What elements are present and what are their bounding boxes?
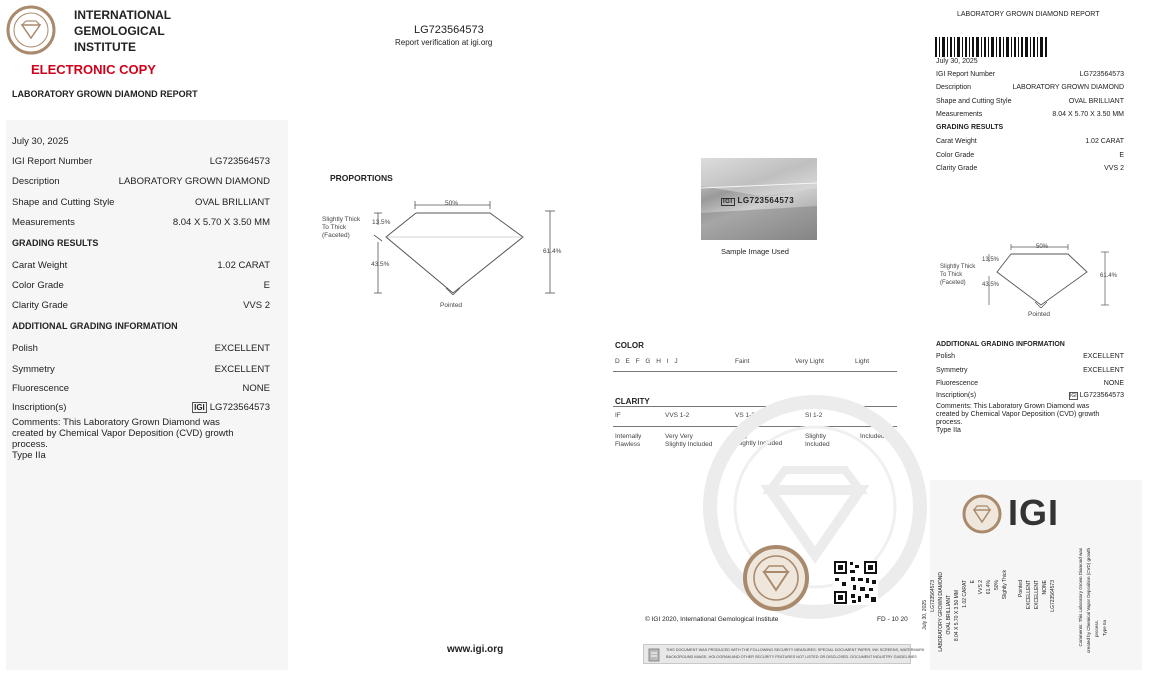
vertical-color: E [970, 580, 976, 584]
label: Inscription(s) [936, 392, 977, 399]
clarity-desc-i-1: Included [860, 433, 885, 440]
label: Color Grade [12, 280, 64, 291]
label: Measurements [12, 217, 75, 228]
right-culet-label: Pointed [1028, 311, 1051, 318]
vertical-comments: Comments: This Laboratory Grown Diamond was [1078, 548, 1083, 647]
label: Symmetry [936, 367, 968, 374]
right-additional-title: ADDITIONAL GRADING INFORMATION [936, 341, 1065, 348]
right-table-percent: 50% [1036, 244, 1049, 250]
row-fluorescence [12, 383, 270, 394]
value: E [263, 280, 270, 291]
right-comments-line2: created by Chemical Vapor Deposition (CVD) growth [936, 411, 1100, 418]
value: OVAL BRILLIANT [195, 197, 270, 208]
vertical-description: LABORATORY GROWN DIAMOND [938, 572, 944, 652]
igi-logo-seal-icon [962, 494, 1002, 534]
value: EXCELLENT [1083, 353, 1124, 360]
clarity-grade-i: I 1-3 [860, 412, 874, 419]
crown-percent: 13.5% [372, 219, 391, 226]
grading-results-title: GRADING RESULTS [12, 238, 99, 248]
clarity-desc-if-2: Flawless [615, 441, 641, 448]
sample-inscription-text: LG723564573 [737, 196, 795, 205]
clarity-desc-vvs-2: Slightly Included [665, 441, 713, 448]
right-row-report-number [936, 71, 1124, 78]
value: 8.04 X 5.70 X 3.50 MM [1052, 111, 1124, 118]
row-inscription [12, 402, 270, 413]
clarity-desc-if-1: Internally [615, 433, 642, 440]
row-report-number [12, 156, 270, 167]
label: IGI Report Number [936, 71, 996, 78]
comments-line2: created by Chemical Vapor Deposition (CVD) growth [12, 428, 234, 439]
value [192, 402, 270, 413]
vertical-comments-2: created by Chemical Vapor Deposition (CVD) growth [1086, 548, 1091, 653]
label: Inscription(s) [12, 402, 67, 413]
sample-image [701, 158, 817, 240]
igi-mini-logo-icon: IGI [194, 403, 205, 412]
row-carat [12, 260, 270, 271]
value: EXCELLENT [214, 364, 270, 375]
vertical-table: 50% [994, 580, 1000, 591]
row-polish [12, 343, 270, 354]
igi-logo-text: IGI [1008, 492, 1060, 533]
igi-mini-logo-icon: IGI [1069, 393, 1077, 399]
label: Description [12, 176, 60, 187]
clarity-desc-si-1: Slightly [805, 433, 826, 440]
vertical-inscription: LG723564573 [1050, 580, 1056, 612]
right-report-title: LABORATORY GROWN DIAMOND REPORT [957, 11, 1100, 18]
right-inscription-text: LG723564573 [1079, 392, 1124, 399]
label: Description [936, 84, 972, 91]
label: Clarity Grade [12, 300, 68, 311]
right-row-polish [936, 353, 1124, 360]
document-icon [648, 648, 660, 662]
right-row-clarity [936, 165, 1124, 172]
color-letters: D E F G H I J [615, 358, 678, 365]
vertical-measurements: 8.04 X 5.70 X 3.50 MM [954, 590, 960, 642]
igi-seal-icon [6, 5, 56, 55]
clarity-grade-vs: VS 1-2 [735, 412, 755, 419]
report-number-center: LG723564573 [414, 24, 484, 36]
right-row-carat [936, 138, 1124, 145]
right-row-symmetry [936, 367, 1124, 374]
clarity-desc-vs-2: Slightly Included [735, 440, 783, 447]
value: 1.02 CARAT [217, 260, 270, 271]
org-name-line1: INTERNATIONAL [74, 8, 172, 22]
security-line1: THIS DOCUMENT WAS PRODUCED WITH THE FOLLOWING SECURITY MEASURES: SPECIAL DOCUMENT PAPER, INK SCREENS, WATERMARK [666, 648, 925, 652]
proportions-diagram [370, 195, 570, 300]
label: Carat Weight [936, 138, 977, 145]
girdle-line1: Slightly Thick [322, 216, 361, 223]
row-shape [12, 197, 270, 208]
row-description [12, 176, 270, 187]
row-color [12, 280, 270, 291]
right-crown-percent: 13.5% [982, 257, 1000, 263]
right-pavilion-percent: 43.5% [982, 282, 1000, 288]
value: LABORATORY GROWN DIAMOND [1012, 84, 1124, 91]
comments-line1: Comments: This Laboratory Grown Diamond was [12, 417, 220, 428]
right-depth-percent: 61.4% [1100, 273, 1118, 279]
value: OVAL BRILLIANT [1068, 98, 1124, 105]
depth-percent: 61.4% [543, 248, 562, 255]
value: LG723564573 [1079, 71, 1124, 78]
org-name-line3: INSTITUTE [74, 40, 136, 54]
proportions-title: PROPORTIONS [330, 173, 393, 183]
clarity-grade-vvs: VVS 1-2 [665, 412, 690, 419]
barcode-icon [935, 37, 1048, 57]
electronic-copy-label: ELECTRONIC COPY [31, 62, 156, 77]
vertical-culet: Pointed [1018, 580, 1024, 597]
igi-mini-logo-icon: IGI [723, 199, 733, 205]
org-name-line2: GEMOLOGICAL [74, 24, 165, 38]
clarity-grade-if: IF [615, 412, 621, 419]
clarity-scale-title: CLARITY [615, 397, 650, 406]
row-symmetry [12, 364, 270, 375]
label: Fluorescence [12, 383, 70, 394]
verification-note: Report verification at igi.org [395, 38, 493, 47]
label: Shape and Cutting Style [12, 197, 115, 208]
right-girdle-line1: Slightly Thick [940, 264, 976, 270]
color-light: Light [855, 358, 870, 365]
right-comments-line3: process. [936, 419, 963, 426]
vertical-shape: OVAL BRILLIANT [946, 595, 952, 635]
pavilion-percent: 43.5% [371, 261, 390, 268]
right-comments-line1: Comments: This Laboratory Grown Diamond was [936, 403, 1090, 410]
label: Fluorescence [936, 380, 979, 387]
value: VVS 2 [1104, 165, 1124, 172]
value: NONE [1103, 380, 1124, 387]
vertical-girdle: Slightly Thick [1002, 570, 1008, 600]
qr-code-icon [833, 560, 878, 605]
right-row-inscription [936, 392, 1124, 399]
right-row-measurements [936, 111, 1124, 118]
clarity-desc-vs-1: Very [735, 432, 749, 439]
girdle-line3: (Faceted) [322, 232, 350, 239]
label: Clarity Grade [936, 165, 978, 172]
girdle-line2: To Thick [322, 224, 347, 231]
inscription-text: LG723564573 [209, 402, 270, 413]
igi-seal-bottom-icon [742, 545, 810, 611]
value: 8.04 X 5.70 X 3.50 MM [172, 217, 270, 228]
right-girdle-line2: To Thick [940, 272, 963, 278]
right-row-description [936, 84, 1124, 91]
sample-inscription [721, 196, 794, 205]
value: E [1119, 152, 1124, 159]
value: VVS 2 [243, 300, 270, 311]
value: LABORATORY GROWN DIAMOND [118, 176, 270, 187]
clarity-grade-si: SI 1-2 [805, 412, 823, 419]
row-measurements [12, 217, 270, 228]
report-title: LABORATORY GROWN DIAMOND REPORT [12, 89, 198, 99]
right-row-color [936, 152, 1124, 159]
vertical-report-number: LG723564573 [930, 580, 936, 612]
right-row-fluorescence [936, 380, 1124, 387]
vertical-polish: EXCELLENT [1026, 580, 1032, 610]
label: Shape and Cutting Style [936, 98, 1012, 105]
right-comments-line4: Type IIa [936, 427, 961, 434]
clarity-desc-vvs-1: Very Very [665, 433, 693, 440]
clarity-desc-si-2: Included [805, 441, 830, 448]
vertical-carat: 1.02 CARAT [962, 580, 968, 608]
label: Polish [12, 343, 38, 354]
row-clarity [12, 300, 270, 311]
vertical-symmetry: EXCELLENT [1034, 580, 1040, 610]
color-scale-title: COLOR [615, 341, 644, 350]
label: Symmetry [12, 364, 55, 375]
value: EXCELLENT [1083, 367, 1124, 374]
vertical-comments-3: process. [1094, 620, 1099, 638]
color-faint: Faint [735, 358, 750, 365]
value: 1.02 CARAT [1085, 138, 1124, 145]
value: NONE [242, 383, 270, 394]
report-date: July 30, 2025 [12, 136, 69, 147]
additional-info-title: ADDITIONAL GRADING INFORMATION [12, 321, 178, 331]
color-scale-line [613, 371, 897, 372]
culet-label: Pointed [440, 302, 463, 309]
right-row-shape [936, 98, 1124, 105]
value: EXCELLENT [214, 343, 270, 354]
form-number: FD - 10 20 [877, 616, 908, 623]
website: www.igi.org [447, 644, 504, 655]
copyright: © IGI 2020, International Gemological Institute [645, 616, 779, 623]
comments-line4: Type IIa [12, 450, 46, 461]
sample-caption: Sample Image Used [721, 247, 789, 256]
value: LG723564573 [209, 156, 270, 167]
label: Color Grade [936, 152, 975, 159]
label: Measurements [936, 111, 983, 118]
security-line2: BACKGROUND IMAGE, HOLOGRAM AND OTHER SECURITY FEATURES NOT LISTED OR DISCLOSED. DOCUMENT INDUSTRY GUIDELINES [666, 655, 917, 659]
value [1069, 392, 1124, 399]
comments-line3: process. [12, 439, 48, 450]
color-very-light: Very Light [795, 358, 824, 365]
vertical-comments-4: Type IIa [1102, 620, 1107, 637]
security-banner [643, 644, 925, 664]
vertical-fluorescence: NONE [1042, 580, 1048, 595]
watermark-emblem [700, 395, 930, 620]
vertical-date: July 30, 2025 [922, 600, 928, 630]
label: Polish [936, 353, 956, 360]
vertical-clarity: VVS 2 [978, 580, 984, 595]
label: IGI Report Number [12, 156, 93, 167]
vertical-depth: 61.4% [986, 580, 992, 595]
right-date: July 30, 2025 [936, 58, 978, 65]
right-proportions-diagram [975, 242, 1118, 317]
right-grading-title: GRADING RESULTS [936, 124, 1004, 131]
right-girdle-line3: (Faceted) [940, 280, 966, 286]
table-percent: 50% [445, 200, 459, 207]
label: Carat Weight [12, 260, 68, 271]
